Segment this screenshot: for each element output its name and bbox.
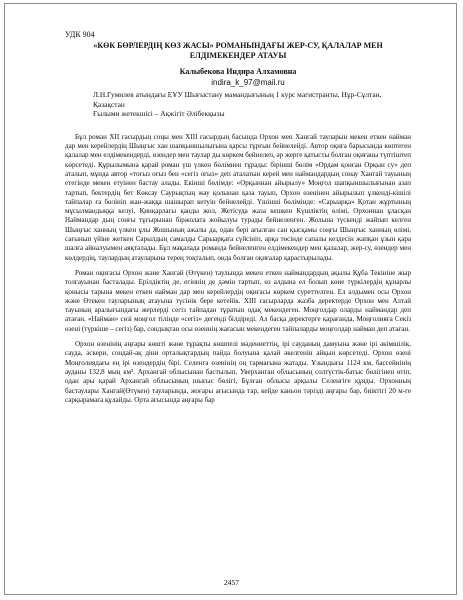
- paragraph: Роман оқиғасы Орхон және Хангай (Өтүкен) таулында мекен еткен наймандардың ақылы Құба Текініне жыр толғауынан басталады. Ерілдіктің де, егіннің де дәмін тартып, өз алдына ел болып көне түркілердің құнарлы қонысы тарына мекен еткен найман дар мен керейлердің оқиғасы көркем суреттелген. Ел алдымен осы Орхон және Өтекен тауларының атауына түсінік бере кетейік. XIII ғасырларда жазба деректерде Орхон мен Алтай тауының аралығындағы жерлерді сегіз тайпадан тұратын одақ мекендеген. Моңғолдар оларды наймандар деп атаған. «Найман» сөзі моңғол тілінде «сегіз» дегенді білдіреді. Ал басқа деректерге қарағанда, Моңғолияға Секіз өзені (түркіше – сегіз) бар, сондықтан осы өзеннің жағасын мекендеген тайпаларды моңғолдар найман деп атаған.: [65, 268, 411, 333]
- supervisor-text: Ғылыми жетекшісі – Ақжігіт Әлібекқызы: [93, 109, 225, 119]
- author-name: Калыбекова Индира Алхамовна: [179, 67, 297, 76]
- author-email: indira_k_97@mail.ru: [211, 78, 285, 87]
- page-number: 2457: [224, 578, 239, 587]
- article-body: [65, 133, 411, 405]
- paragraph: Орхон өзенінің аңғары көшті және тұрақты көшпелі мәдениеттің, ірі сауданың дамуына және ірі әкімшілік, сауда, әскери, сондай-ақ діни орталықтардың пайда болуына қалай әкелгенін айқын көрсетеді. Орхон өзені Моңғолиядағы ең ірі өзендердің бірі. Селенга өзенінің оң тармағына жатады. Ұзындығы 1124 км, бассейнінің ауданы 132,8 мың км². Архангай облысынан бастылып, Уверханган облысының солтүстік-батыс бөлігінен өтіп, одан ары қарай Архангай облысының шығыс бөлігі, Бұлған облысы арқылы Селенгіге құяды. Орхонның бастаулары Хангай(Өтүкен) тауларында, жоғары ағысында тар, кейде каньон тәрізді аңғары бар, биіктігі 20 м-ге сарқырамаға құлайды. Орта ағысында аңғары бар: [65, 340, 411, 404]
- paragraph: Бұл роман XII ғасырдың соңы мен XIII ғасырдың басында Орхон мен Хангай тауларын мекен еткен найман дар мен керейлердің Шыңғыс хан шапқыншылығына қарсы тұрғын бейнелейді. Автор оқиға барысында көптеген қалалар мен елдімекендерді, өзендер мен таулар ды көркем бейнелеп, әр жерге қатысты болған оқиғаны түптіштеп көрсетеді. Құрылымына қарай роман үш үлкен бөлімнен тұрады: бірінші бөлім «Ордам қонған Орқын су» деп аталып, мұнда автор «тоғыз оғыз бен «сегіз оғыз» деп аталатын керей мен наймандардың сонау Хангай тауының етегінде мекен етуінен бастау алады. Екінші бөлімде: «Орқыннан айырылу» Моңғол шапқыншылығынан азап тартып, бектердің бет Көксау Саурықтың жау қолынан қаза тауып, Орхон өзенінен айырылып ұлкенді-кішілі тайпалар ға бөлініп жан-жаққа шашырап кетуін бейнелейді. Үшінші бөлімінде: «Сарыарқа» Қотан жұртының мұсылмандыққа келуі, Қинқарлағы қанды жол, Жетісуда жаза кешкен Күшліктің өлімі, Орхоннан ұласқан Наймандар дың сонғы тұғырынан біржолата жойылуы турады бейнеленген. Жолына түскенді жайпап келген Шыңғыс ханның үлкен ұлы Жошының ажалы да, одан бері ағылған сан қысқамы соңғы Шыңғыс ханның өлімі, сағынып үйіне жеткен Сарылдың самалды Сарыарқаға сүйсініп, арқа төсінде сапалы кездесін жапқан ұзын қара шалға айналуымен аяқталады. Бұл мақалада романда бейнеленген елдімекендер мен қалалар, жер-су, өзендер мен көлдердің, таулардың атауларына терең тоқталып, онда болған оқиғалар қарастырылады.: [65, 132, 411, 262]
- article-title: «КӨК БӨРЛЕРДІҢ КӨЗ ЖАСЫ» РОМАНЫНДАҒЫ ЖЕР-СУ, ҚАЛАЛАР МЕН ЕЛДІМЕКЕНДЕР АТАУЫ: [93, 41, 383, 60]
- udk-code: УДК 904: [65, 30, 95, 39]
- affiliation-text: Л.Н.Гумилев атындағы ЕҰУ Шығыстану мамандығының 1 курс магистранты, Нұр-Сұлтан, Қазақстан: [93, 90, 382, 109]
- article-content: [65, 30, 411, 407]
- page-sheet: [4, 3, 457, 595]
- affiliation-block: [93, 90, 411, 119]
